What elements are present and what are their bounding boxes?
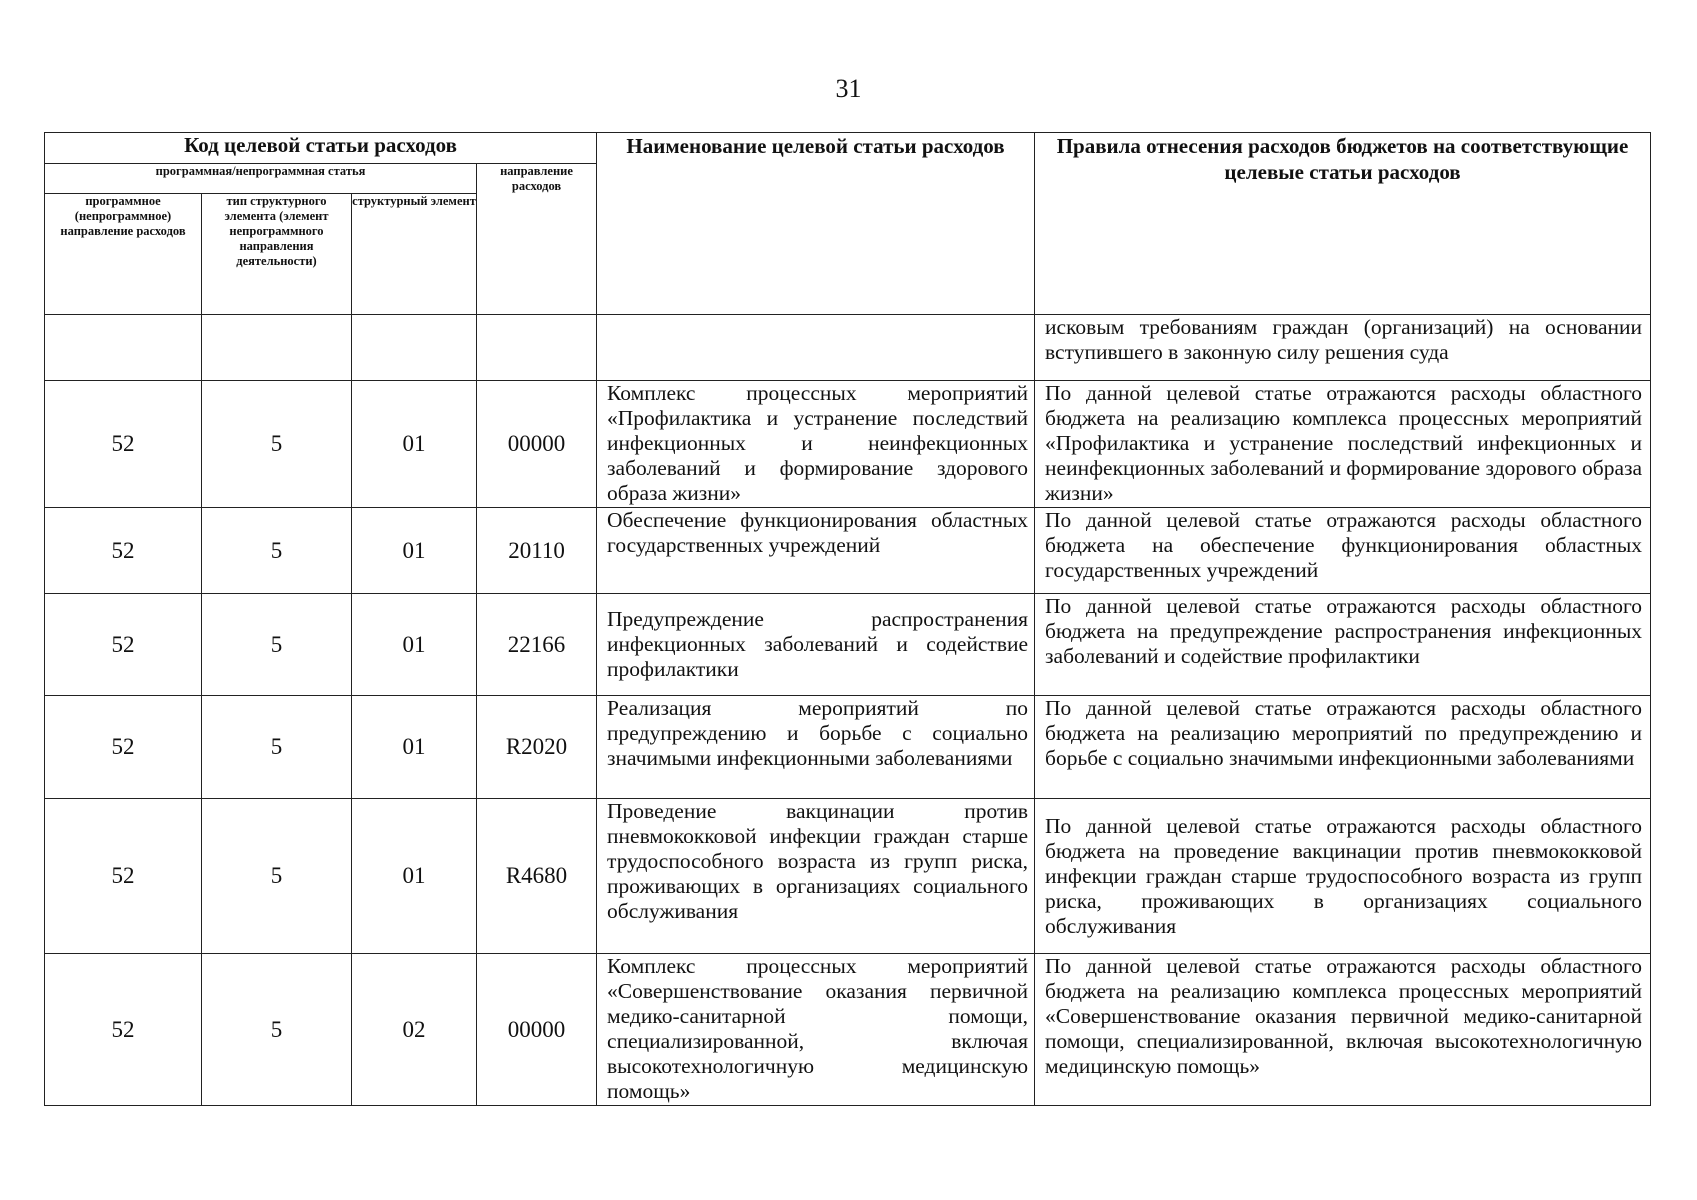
table-row (45, 954, 1651, 1106)
cell-name: Комплекс процессных мероприятий «Совершенствование оказания первичной медико-санитарной помощи, специализированной, включая высокотехнологичную медицинскую помощь» (597, 954, 1035, 1106)
header-rules: Правила отнесения расходов бюджетов на соответствующие целевые статьи расходов (1035, 133, 1651, 315)
table-row (45, 799, 1651, 954)
cell-direction: 00000 (477, 381, 597, 508)
cell-type: 5 (202, 381, 352, 508)
cell-name: Проведение вакцинации против пневмококковой инфекции граждан старше трудоспособного возраста из групп риска, проживающих в организациях социального обслуживания (597, 799, 1035, 954)
cell-rule: По данной целевой статье отражаются расходы областного бюджета на предупреждение распространения инфекционных заболеваний и содействие профилактики (1035, 594, 1651, 696)
header-name: Наименование целевой статьи расходов (597, 133, 1035, 315)
cell-type: 5 (202, 799, 352, 954)
cell-type: 5 (202, 954, 352, 1106)
table-row (45, 315, 1651, 381)
cell-program: 52 (45, 594, 202, 696)
cell-rule: исковым требованиям граждан (организаций) на основании вступившего в законную силу решения суда (1035, 315, 1651, 381)
cell-direction: 22166 (477, 594, 597, 696)
cell-struct (352, 315, 477, 381)
cell-struct: 01 (352, 799, 477, 954)
cell-struct: 01 (352, 508, 477, 594)
cell-program: 52 (45, 799, 202, 954)
cell-direction: 20110 (477, 508, 597, 594)
cell-direction: R2020 (477, 696, 597, 799)
cell-struct: 01 (352, 696, 477, 799)
header-code-group: Код целевой статьи расходов (45, 133, 597, 164)
cell-type: 5 (202, 696, 352, 799)
cell-direction (477, 315, 597, 381)
cell-type: 5 (202, 594, 352, 696)
cell-rule: По данной целевой статье отражаются расходы областного бюджета на реализацию мероприятий по предупреждению и борьбе с социально значимыми инфекционными заболеваниями (1035, 696, 1651, 799)
cell-program: 52 (45, 954, 202, 1106)
cell-direction: R4680 (477, 799, 597, 954)
cell-name: Реализация мероприятий по предупреждению и борьбе с социально значимыми инфекционными заболеваниями (597, 696, 1035, 799)
cell-program: 52 (45, 508, 202, 594)
budget-codes-table (44, 132, 1651, 1106)
cell-name (597, 315, 1035, 381)
cell-struct: 01 (352, 381, 477, 508)
cell-program: 52 (45, 381, 202, 508)
table-row (45, 508, 1651, 594)
header-program-group: программная/непрограммная статья (45, 164, 477, 194)
cell-rule: По данной целевой статье отражаются расходы областного бюджета на обеспечение функционирования областных государственных учреждений (1035, 508, 1651, 594)
cell-type (202, 315, 352, 381)
cell-type: 5 (202, 508, 352, 594)
header-type: тип структурного элемента (элемент непрограммного направления деятельности) (202, 194, 352, 315)
cell-struct: 02 (352, 954, 477, 1106)
cell-name: Комплекс процессных мероприятий «Профилактика и устранение последствий инфекционных и неинфекционных заболеваний и формирование здорового образа жизни» (597, 381, 1035, 508)
header-row-1 (45, 133, 1651, 164)
cell-rule: По данной целевой статье отражаются расходы областного бюджета на реализацию комплекса процессных мероприятий «Профилактика и устранение последствий инфекционных и неинфекционных заболеваний и формирование здорового образа жизни» (1035, 381, 1651, 508)
cell-program (45, 315, 202, 381)
cell-name: Обеспечение функционирования областных государственных учреждений (597, 508, 1035, 594)
cell-program: 52 (45, 696, 202, 799)
table-row (45, 696, 1651, 799)
header-struct: структурный элемент (352, 194, 477, 315)
table-row (45, 381, 1651, 508)
cell-rule: По данной целевой статье отражаются расходы областного бюджета на реализацию комплекса процессных мероприятий «Совершенствование оказания первичной медико-санитарной помощи, специализированной, включая высокотехнологичную медицинскую помощь» (1035, 954, 1651, 1106)
header-program: программное (непрограммное) направление расходов (45, 194, 202, 315)
cell-rule: По данной целевой статье отражаются расходы областного бюджета на проведение вакцинации против пневмококковой инфекции граждан старше трудоспособного возраста из групп риска, проживающих в организациях социального обслуживания (1035, 799, 1651, 954)
table-row (45, 594, 1651, 696)
cell-struct: 01 (352, 594, 477, 696)
cell-name: Предупреждение распространения инфекционных заболеваний и содействие профилактики (597, 594, 1035, 696)
cell-direction: 00000 (477, 954, 597, 1106)
header-direction: направление расходов (477, 164, 597, 315)
page-number: 31 (835, 74, 862, 103)
